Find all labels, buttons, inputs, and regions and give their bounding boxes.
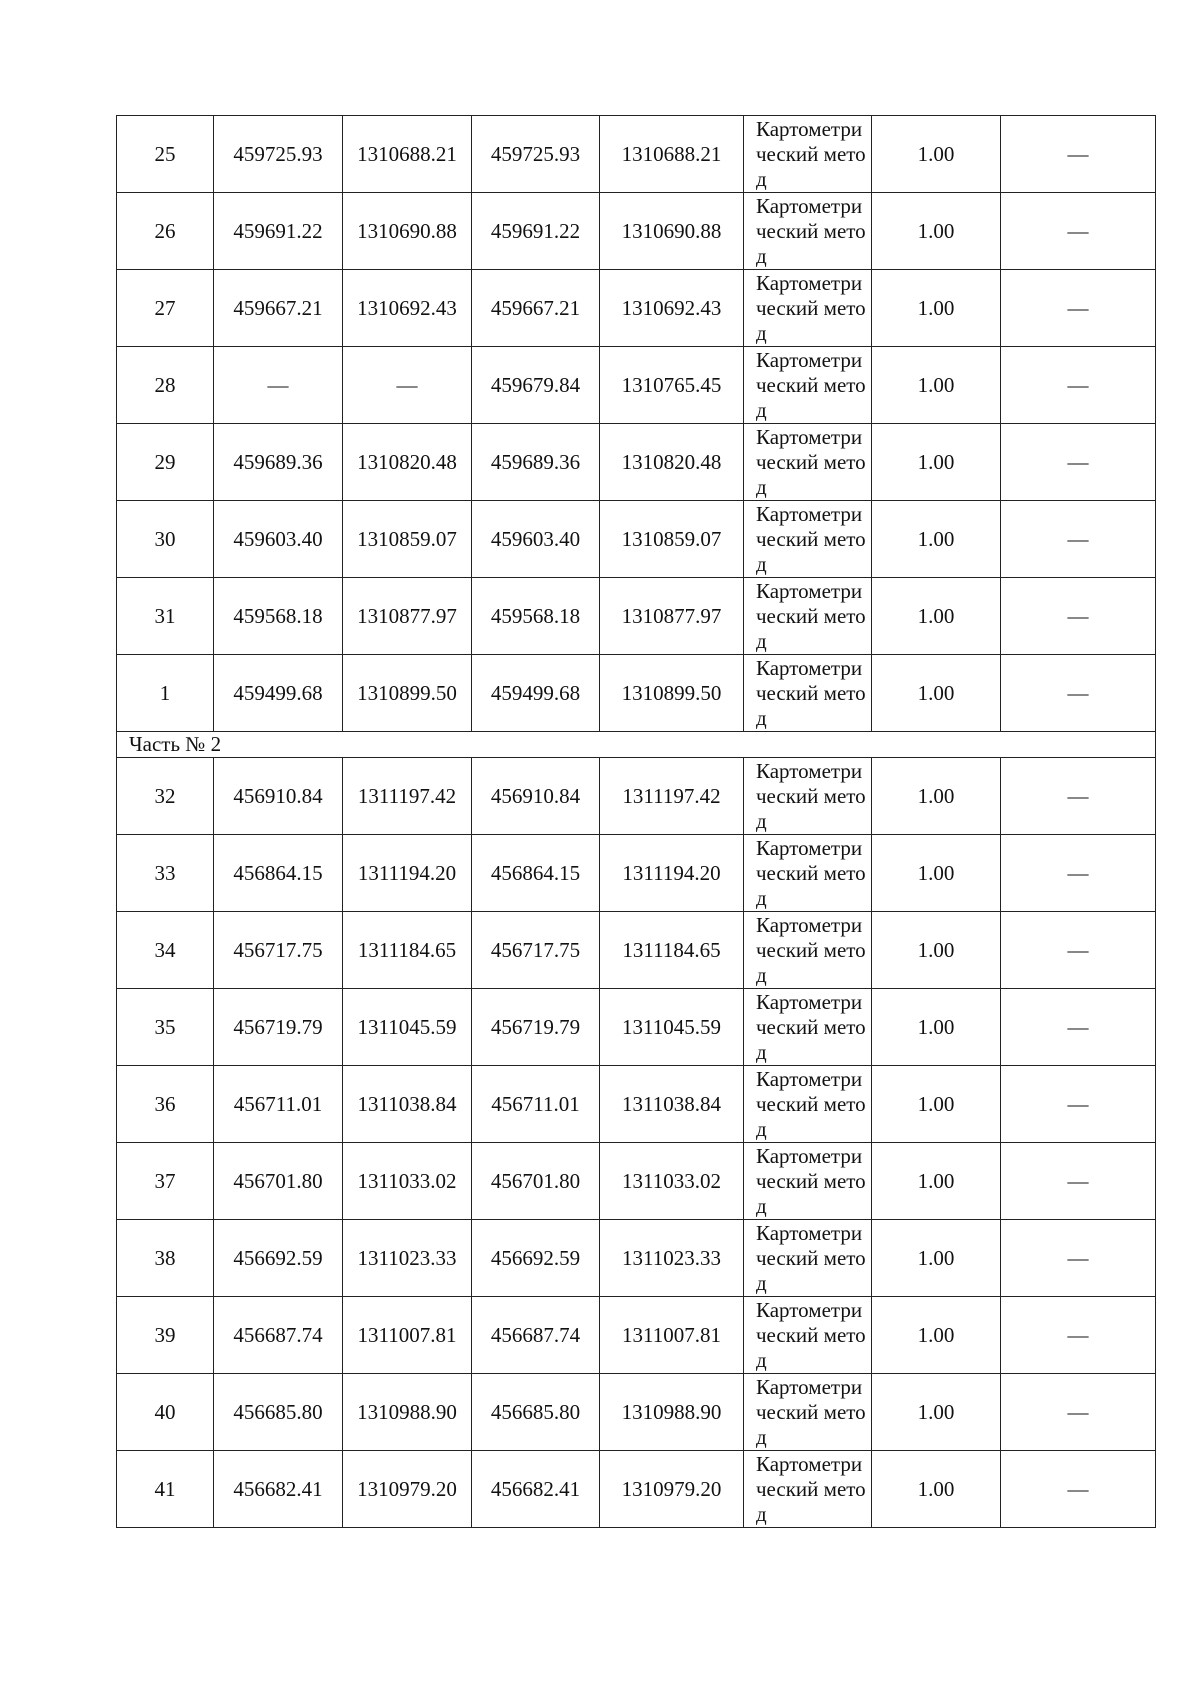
x-existing-cell: 459689.36 — [214, 424, 343, 501]
accuracy-cell: 1.00 — [872, 1297, 1001, 1374]
description-cell: — — [1001, 1374, 1156, 1451]
point-number-cell: 32 — [117, 758, 214, 835]
accuracy-cell: 1.00 — [872, 501, 1001, 578]
x-new-cell: 456910.84 — [472, 758, 600, 835]
y-new-cell: 1310688.21 — [600, 116, 744, 193]
table-row — [117, 912, 1156, 989]
point-number-cell: 26 — [117, 193, 214, 270]
description-cell: — — [1001, 116, 1156, 193]
accuracy-cell: 1.00 — [872, 655, 1001, 732]
accuracy-cell: 1.00 — [872, 1451, 1001, 1528]
table-row — [117, 655, 1156, 732]
table-row — [117, 116, 1156, 193]
method-cell: Картометрический метод — [744, 655, 872, 732]
method-cell: Картометрический метод — [744, 501, 872, 578]
y-new-cell: 1310988.90 — [600, 1374, 744, 1451]
y-new-cell: 1310690.88 — [600, 193, 744, 270]
y-existing-cell: 1311038.84 — [343, 1066, 472, 1143]
y-existing-cell: 1311007.81 — [343, 1297, 472, 1374]
point-number-cell: 38 — [117, 1220, 214, 1297]
table-row — [117, 578, 1156, 655]
y-new-cell: 1310692.43 — [600, 270, 744, 347]
x-new-cell: 456682.41 — [472, 1451, 600, 1528]
x-new-cell: 456692.59 — [472, 1220, 600, 1297]
description-cell: — — [1001, 1143, 1156, 1220]
description-cell: — — [1001, 912, 1156, 989]
method-cell: Картометрический метод — [744, 1066, 872, 1143]
y-existing-cell: 1310820.48 — [343, 424, 472, 501]
description-cell: — — [1001, 193, 1156, 270]
y-new-cell: 1311007.81 — [600, 1297, 744, 1374]
section-header-row — [117, 732, 1156, 758]
accuracy-cell: 1.00 — [872, 989, 1001, 1066]
y-existing-cell: 1311184.65 — [343, 912, 472, 989]
description-cell: — — [1001, 655, 1156, 732]
x-new-cell: 456685.80 — [472, 1374, 600, 1451]
method-cell: Картометрический метод — [744, 1143, 872, 1220]
method-cell: Картометрический метод — [744, 989, 872, 1066]
y-new-cell: 1310877.97 — [600, 578, 744, 655]
description-cell: — — [1001, 1451, 1156, 1528]
y-new-cell: 1311045.59 — [600, 989, 744, 1066]
y-new-cell: 1310765.45 — [600, 347, 744, 424]
y-existing-cell: 1311023.33 — [343, 1220, 472, 1297]
point-number-cell: 37 — [117, 1143, 214, 1220]
x-new-cell: 456864.15 — [472, 835, 600, 912]
y-existing-cell: 1311033.02 — [343, 1143, 472, 1220]
y-new-cell: 1311023.33 — [600, 1220, 744, 1297]
y-new-cell: 1310899.50 — [600, 655, 744, 732]
method-cell: Картометрический метод — [744, 835, 872, 912]
y-existing-cell: 1310979.20 — [343, 1451, 472, 1528]
table-body — [117, 116, 1156, 1528]
x-new-cell: 459689.36 — [472, 424, 600, 501]
method-cell: Картометрический метод — [744, 424, 872, 501]
point-number-cell: 30 — [117, 501, 214, 578]
x-existing-cell: 456711.01 — [214, 1066, 343, 1143]
table-row — [117, 1297, 1156, 1374]
point-number-cell: 28 — [117, 347, 214, 424]
x-new-cell: 456701.80 — [472, 1143, 600, 1220]
x-new-cell: 459499.68 — [472, 655, 600, 732]
table-row — [117, 1451, 1156, 1528]
x-new-cell: 456711.01 — [472, 1066, 600, 1143]
point-number-cell: 25 — [117, 116, 214, 193]
table-row — [117, 1143, 1156, 1220]
accuracy-cell: 1.00 — [872, 758, 1001, 835]
method-cell: Картометрический метод — [744, 1220, 872, 1297]
method-cell: Картометрический метод — [744, 1297, 872, 1374]
method-cell: Картометрический метод — [744, 347, 872, 424]
description-cell: — — [1001, 501, 1156, 578]
x-new-cell: 459667.21 — [472, 270, 600, 347]
x-existing-cell: 456719.79 — [214, 989, 343, 1066]
method-cell: Картометрический метод — [744, 758, 872, 835]
x-new-cell: 456687.74 — [472, 1297, 600, 1374]
description-cell: — — [1001, 989, 1156, 1066]
y-existing-cell: 1311194.20 — [343, 835, 472, 912]
description-cell: — — [1001, 835, 1156, 912]
x-existing-cell: 456687.74 — [214, 1297, 343, 1374]
y-new-cell: 1310859.07 — [600, 501, 744, 578]
x-existing-cell: 456717.75 — [214, 912, 343, 989]
section-label: Часть № 2 — [117, 732, 1156, 758]
point-number-cell: 41 — [117, 1451, 214, 1528]
method-cell: Картометрический метод — [744, 193, 872, 270]
table-row — [117, 758, 1156, 835]
y-existing-cell: 1310859.07 — [343, 501, 472, 578]
x-existing-cell: 456864.15 — [214, 835, 343, 912]
table-row — [117, 1220, 1156, 1297]
x-new-cell: 456717.75 — [472, 912, 600, 989]
table-row — [117, 270, 1156, 347]
y-existing-cell: 1311197.42 — [343, 758, 472, 835]
table-row — [117, 1066, 1156, 1143]
description-cell: — — [1001, 424, 1156, 501]
y-existing-cell: 1310690.88 — [343, 193, 472, 270]
x-existing-cell: 459499.68 — [214, 655, 343, 732]
x-new-cell: 459691.22 — [472, 193, 600, 270]
description-cell: — — [1001, 1220, 1156, 1297]
x-existing-cell: — — [214, 347, 343, 424]
x-existing-cell: 459568.18 — [214, 578, 343, 655]
table-row — [117, 424, 1156, 501]
y-new-cell: 1311038.84 — [600, 1066, 744, 1143]
description-cell: — — [1001, 270, 1156, 347]
y-existing-cell: 1310899.50 — [343, 655, 472, 732]
accuracy-cell: 1.00 — [872, 347, 1001, 424]
x-existing-cell: 459691.22 — [214, 193, 343, 270]
point-number-cell: 39 — [117, 1297, 214, 1374]
table-row — [117, 193, 1156, 270]
point-number-cell: 29 — [117, 424, 214, 501]
table-row — [117, 835, 1156, 912]
accuracy-cell: 1.00 — [872, 835, 1001, 912]
x-existing-cell: 456682.41 — [214, 1451, 343, 1528]
method-cell: Картометрический метод — [744, 578, 872, 655]
point-number-cell: 34 — [117, 912, 214, 989]
x-existing-cell: 459725.93 — [214, 116, 343, 193]
x-new-cell: 459603.40 — [472, 501, 600, 578]
method-cell: Картометрический метод — [744, 270, 872, 347]
y-existing-cell: 1310877.97 — [343, 578, 472, 655]
x-new-cell: 459679.84 — [472, 347, 600, 424]
point-number-cell: 33 — [117, 835, 214, 912]
table-row — [117, 347, 1156, 424]
y-new-cell: 1310979.20 — [600, 1451, 744, 1528]
y-new-cell: 1310820.48 — [600, 424, 744, 501]
accuracy-cell: 1.00 — [872, 912, 1001, 989]
y-new-cell: 1311033.02 — [600, 1143, 744, 1220]
x-existing-cell: 456910.84 — [214, 758, 343, 835]
y-existing-cell: 1310688.21 — [343, 116, 472, 193]
y-existing-cell: 1311045.59 — [343, 989, 472, 1066]
accuracy-cell: 1.00 — [872, 424, 1001, 501]
accuracy-cell: 1.00 — [872, 1374, 1001, 1451]
table-row — [117, 501, 1156, 578]
description-cell: — — [1001, 578, 1156, 655]
accuracy-cell: 1.00 — [872, 1220, 1001, 1297]
point-number-cell: 36 — [117, 1066, 214, 1143]
y-new-cell: 1311197.42 — [600, 758, 744, 835]
x-new-cell: 459568.18 — [472, 578, 600, 655]
accuracy-cell: 1.00 — [872, 1066, 1001, 1143]
point-number-cell: 35 — [117, 989, 214, 1066]
table-row — [117, 989, 1156, 1066]
description-cell: — — [1001, 1066, 1156, 1143]
x-new-cell: 456719.79 — [472, 989, 600, 1066]
point-number-cell: 27 — [117, 270, 214, 347]
point-number-cell: 40 — [117, 1374, 214, 1451]
x-existing-cell: 459603.40 — [214, 501, 343, 578]
table-row — [117, 1374, 1156, 1451]
description-cell: — — [1001, 347, 1156, 424]
method-cell: Картометрический метод — [744, 912, 872, 989]
y-new-cell: 1311194.20 — [600, 835, 744, 912]
x-new-cell: 459725.93 — [472, 116, 600, 193]
y-existing-cell: — — [343, 347, 472, 424]
accuracy-cell: 1.00 — [872, 116, 1001, 193]
x-existing-cell: 456701.80 — [214, 1143, 343, 1220]
point-number-cell: 1 — [117, 655, 214, 732]
coordinates-table — [116, 115, 1156, 1528]
y-new-cell: 1311184.65 — [600, 912, 744, 989]
method-cell: Картометрический метод — [744, 116, 872, 193]
x-existing-cell: 459667.21 — [214, 270, 343, 347]
x-existing-cell: 456685.80 — [214, 1374, 343, 1451]
x-existing-cell: 456692.59 — [214, 1220, 343, 1297]
description-cell: — — [1001, 1297, 1156, 1374]
y-existing-cell: 1310692.43 — [343, 270, 472, 347]
accuracy-cell: 1.00 — [872, 578, 1001, 655]
method-cell: Картометрический метод — [744, 1374, 872, 1451]
accuracy-cell: 1.00 — [872, 270, 1001, 347]
point-number-cell: 31 — [117, 578, 214, 655]
description-cell: — — [1001, 758, 1156, 835]
accuracy-cell: 1.00 — [872, 193, 1001, 270]
method-cell: Картометрический метод — [744, 1451, 872, 1528]
y-existing-cell: 1310988.90 — [343, 1374, 472, 1451]
accuracy-cell: 1.00 — [872, 1143, 1001, 1220]
